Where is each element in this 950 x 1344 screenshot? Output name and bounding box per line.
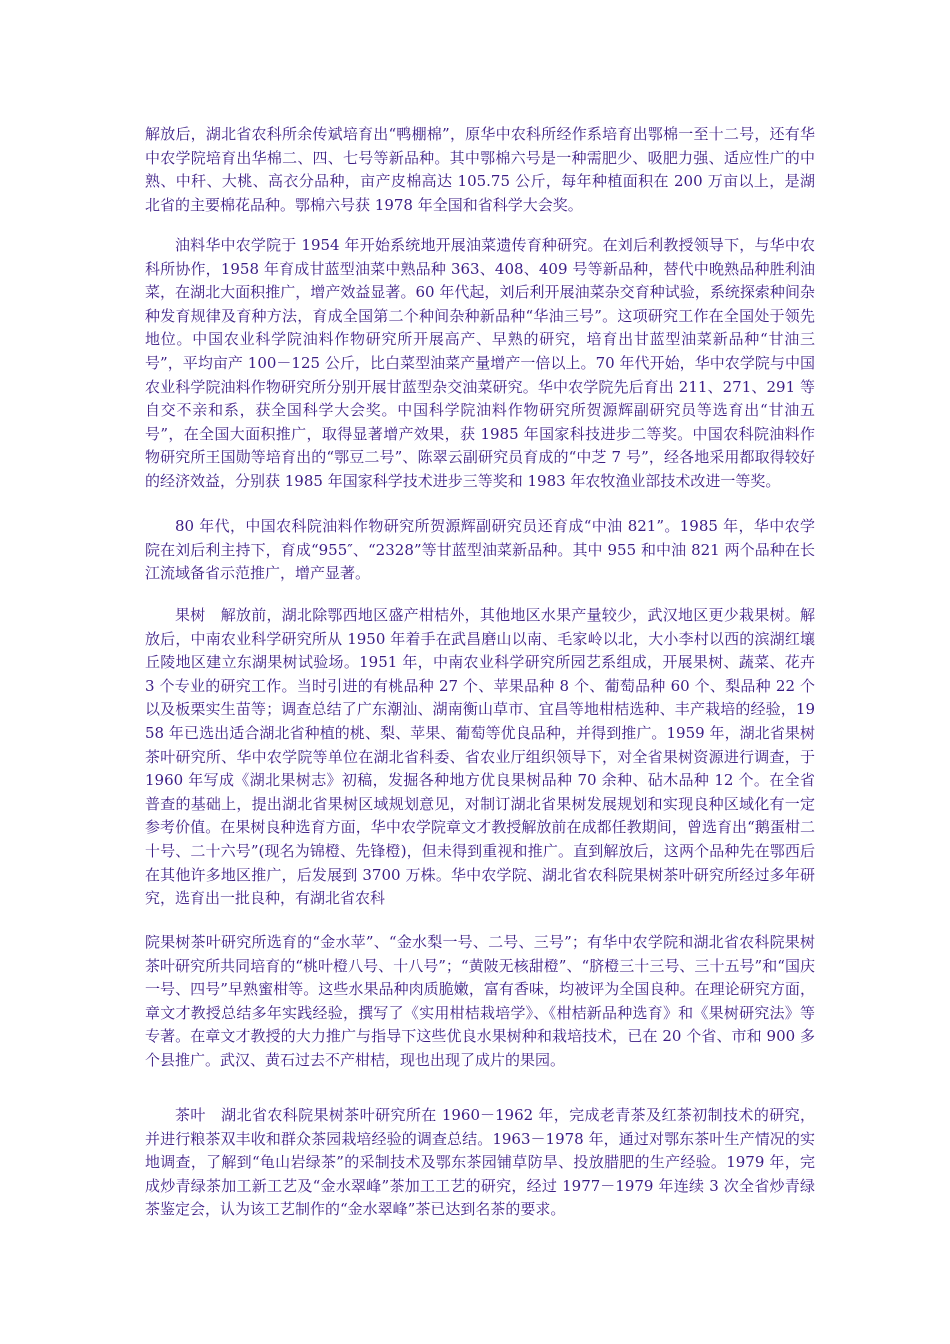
paragraph-fruit-trees-continued: 院果树茶叶研究所选育的“金水苹”、“金水梨一号、二号、三号”；有华中农学院和湖北省农科院果树茶叶研究所共同培育的“桃叶橙八号、十八号”；“黄陂无核甜橙”、“脐橙三十三号、三十五号”和“国庆一号、四号”早熟蜜柑等。这些水果品种肉质脆嫩，富有香味，均被评为全国良种。在理论研究方面，章文才教授总结多年实践经验，撰写了《实用柑桔栽培学》、《柑桔新品种选育》和《果树研究法》等专著。在章文才教授的大力推广与指导下这些优良水果树种和栽培技术，已在 20 个省、市和 900 多个县推广。武汉、黄石过去不产柑桔，现也出现了成片的果园。 [145, 933, 815, 1069]
paragraph-cotton: 解放后，湖北省农科所余传斌培育出“鸭棚棉”，原华中农科所经作系培育出鄂棉一至十二号，还有华中农学院培育出华棉二、四、七号等新品种。其中鄂棉六号是一种需肥少、吸肥力强、适应性广的中熟、中秆、大桃、高衣分品种，亩产皮棉高达 105.75 公斤，每年种植面积在 200 万亩以上，是湖北省的主要棉花品种。鄂棉六号获 1978 年全国和省科学大会奖。 [145, 125, 815, 214]
paragraph-fruit-trees: 果树 解放前，湖北除鄂西地区盛产柑桔外，其他地区水果产量较少，武汉地区更少栽果树。解放后，中南农业科学研究所从 1950 年着手在武昌磨山以南、毛家岭以北，大小李村以西的滨湖红壤丘陵地区建立东湖果树试验场。1951 年，中南农业科学研究所园艺系组成，开展果树、蔬菜、花卉 3 个专业的研究工作。当时引进的有桃品种 27 个、苹果品种 8 个、葡萄品种 60 个、梨品种 22 个以及板栗实生苗等；调查总结了广东潮汕、湖南衡山草市、宜昌等地柑桔选种、丰产栽培的经验，1958 年已选出适合湖北省种植的桃、梨、苹果、葡萄等优良品种，并得到推广。1959 年，湖北省果树茶叶研究所、华中农学院等单位在湖北省科委、省农业厅组织领导下，对全省果树资源进行调查，于 1960 年写成《湖北果树志》初稿，发掘各种地方优良果树品种 70 余种、砧木品种 12 个。在全省普查的基础上，提出湖北省果树区域规划意见，对制订湖北省果树发展规划和实现良种区域化有一定参考价值。在果树良种选育方面，华中农学院章文才教授解放前在成都任教期间，曾选育出“鹅蛋柑二十号、二十六号”(现名为锦橙、先锋橙)，但未得到重视和推广。直到解放后，这两个品种先在鄂西后在其他许多地区推广，后发展到 3700 万株。华中农学院、湖北省农科院果树茶叶研究所经过多年研究，选育出一批良种，有湖北省农科 [145, 606, 815, 908]
paragraph-oilseed-1980s: 80 年代，中国农科院油料作物研究所贺源辉副研究员还育成“中油 821”。1985 年，华中农学院在刘后利主持下，育成“955″、“2328”等甘蓝型油菜新品种。其中 955 和中油 821 两个品种在长江流域备省示范推广，增产显著。 [145, 517, 815, 583]
paragraph-tea: 茶叶 湖北省农科院果树茶叶研究所在 1960－1962 年，完成老青茶及红茶初制技术的研究，并进行粮茶双丰收和群众茶园栽培经验的调查总结。1963－1978 年，通过对鄂东茶叶生产情况的实地调查，了解到“龟山岩绿茶”的采制技术及鄂东茶园铺草防旱、投放腊肥的生产经验。1979 年，完成炒青绿茶加工新工艺及“金水翠峰”茶加工工艺的研究，经过 1977－1979 年连续 3 次全省炒青绿茶鉴定会，认为该工艺制作的“金水翠峰”茶已达到名茶的要求。 [145, 1106, 815, 1219]
paragraph-oilseed: 油料华中农学院于 1954 年开始系统地开展油菜遗传育种研究。在刘后利教授领导下，与华中农科所协作，1958 年育成甘蓝型油菜中熟品种 363、408、409 号等新品种，替代中晚熟品种胜利油菜，在湖北大面积推广，增产效益显著。60 年代起，刘后利开展油菜杂交育种试验，系统探索种间杂种发育规律及育种方法，育成全国第二个种间杂种新品种“华油三号”。这项研究工作在全国处于领先地位。中国农业科学院油料作物研究所开展高产、早熟的研究，培育出甘蓝型油菜新品种“甘油三号”，平均亩产 100－125 公斤，比白菜型油菜产量增产一倍以上。70 年代开始，华中农学院与中国农业科学院油料作物研究所分别开展甘蓝型杂交油菜研究。华中农学院先后育出 211、271、291 等自交不亲和系，获全国科学大会奖。中国科学院油料作物研究所贺源辉副研究员等选育出“甘油五号”，在全国大面积推广，取得显著增产效果，获 1985 年国家科技进步二等奖。中国农科院油料作物研究所王国勋等培育出的“鄂豆二号”、陈翠云副研究员育成的“中芝 7 号”，经各地采用都取得较好的经济效益，分别获 1985 年国家科学技术进步三等奖和 1983 年农牧渔业部技术改进一等奖。 [145, 236, 815, 490]
